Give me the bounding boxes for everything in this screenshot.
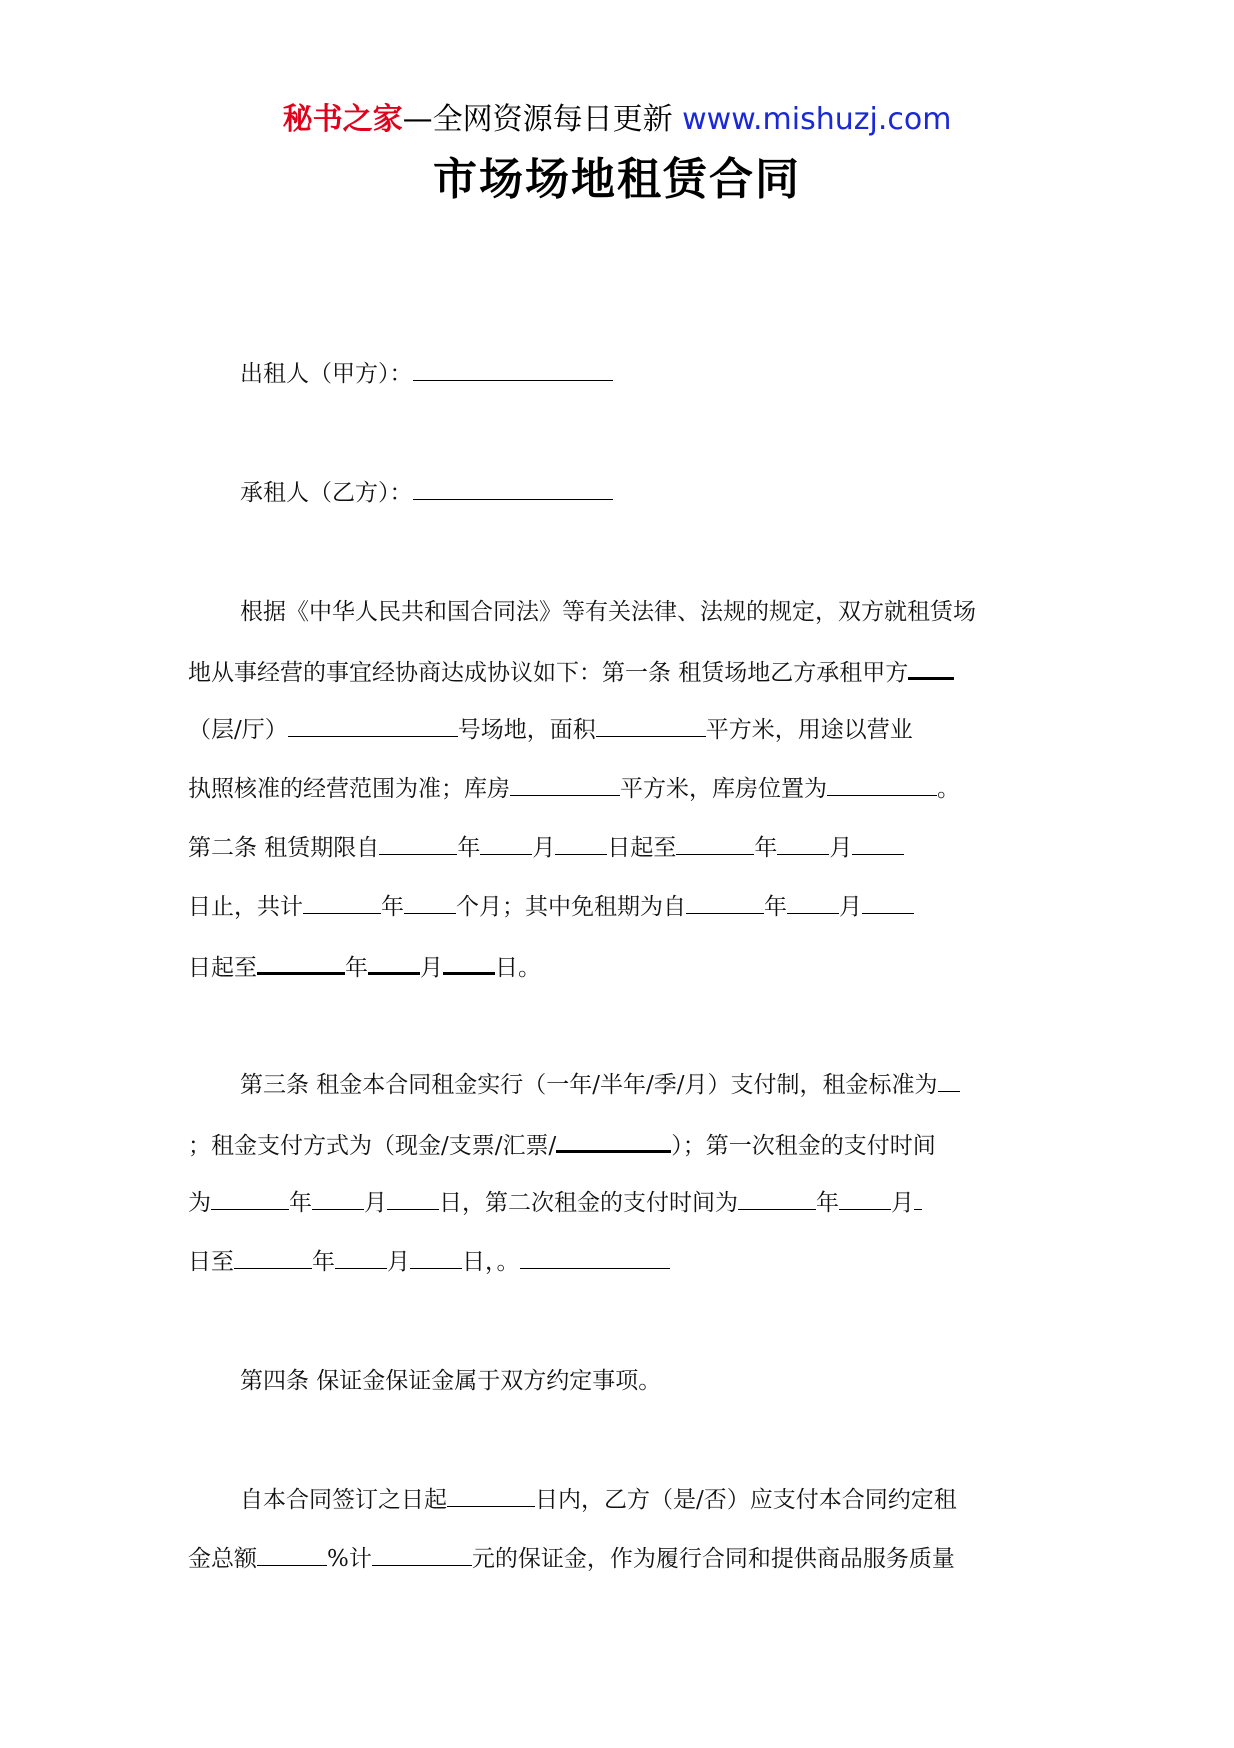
blank-field[interactable]	[288, 716, 458, 737]
blank-field[interactable]	[257, 1545, 327, 1566]
paragraph-line: 金总额 %计 元的保证金，作为履行合同和提供商品服务质量	[188, 1546, 955, 1572]
blank-field[interactable]	[938, 1071, 960, 1092]
paragraph-line: 执照核准的经营范围为准；库房 平方米，库房位置为 。	[188, 776, 960, 802]
blank-field[interactable]	[410, 1248, 462, 1269]
blank-field[interactable]	[372, 1545, 472, 1566]
paragraph-line: 日止，共计 年 个月；其中免租期为自 年 月	[188, 893, 1048, 922]
site-banner	[0, 100, 1234, 140]
blank-field[interactable]	[480, 834, 532, 855]
blank-field[interactable]	[404, 893, 456, 914]
lessor-line: 出租人（甲方）：	[188, 360, 1048, 389]
blank-field[interactable]	[676, 834, 754, 855]
blank-field[interactable]	[596, 716, 706, 737]
blank-field[interactable]	[413, 479, 613, 500]
paragraph-line: 地从事经营的事宜经协商达成协议如下：第一条 租赁场地乙方承租甲方	[188, 657, 1048, 686]
paragraph-line: 根据《中华人民共和国合同法》等有关法律、法规的规定，双方就租赁场	[240, 599, 976, 625]
blank-field[interactable]	[862, 893, 914, 914]
blank-field[interactable]	[787, 893, 839, 914]
blank-field[interactable]	[827, 775, 937, 796]
blank-field[interactable]	[312, 1189, 364, 1210]
contract-body	[188, 360, 1048, 1604]
blank-field[interactable]	[852, 834, 904, 855]
blank-field[interactable]	[443, 952, 495, 975]
document-title: 市场场地租赁合同	[433, 154, 801, 205]
blank-field[interactable]	[738, 1189, 816, 1210]
blank-field[interactable]	[447, 1486, 535, 1507]
blank-field[interactable]	[914, 1189, 922, 1210]
blank-field[interactable]	[211, 1189, 289, 1210]
blank-field[interactable]	[556, 1130, 671, 1153]
paragraph-line: 日至 年 月 日，。	[188, 1248, 1048, 1277]
lessee-line: 承租人（乙方）：	[188, 479, 1048, 508]
blank-field[interactable]	[379, 834, 457, 855]
paragraph-line: （层/厅） 号场地，面积 平方米，用途以营业	[188, 717, 913, 743]
brand-name: 秘书之家	[282, 102, 403, 137]
paragraph-line: 第四条 保证金保证金属于双方约定事项。	[240, 1368, 662, 1394]
blank-field[interactable]	[839, 1189, 891, 1210]
brand-slogan: —全网资源每日更新	[402, 102, 673, 137]
blank-field[interactable]	[908, 657, 954, 680]
paragraph-line: 第二条 租赁期限自 年 月 日起至 年 月	[188, 834, 1048, 863]
blank-field[interactable]	[555, 834, 607, 855]
paragraph-line: 自本合同签订之日起 日内，乙方（是/否）应支付本合同约定租	[240, 1487, 957, 1513]
blank-field[interactable]	[335, 1248, 387, 1269]
blank-field[interactable]	[368, 952, 420, 975]
blank-field[interactable]	[257, 952, 345, 975]
blank-field[interactable]	[387, 1189, 439, 1210]
blank-field[interactable]	[234, 1248, 312, 1269]
site-url[interactable]: www.mishuzj.com	[682, 102, 952, 137]
paragraph-line: 第三条 租金本合同租金实行（一年/半年/季/月）支付制，租金标准为	[188, 1071, 1048, 1100]
paragraph-line: ；租金支付方式为（现金/支票/汇票/ ）；第一次租金的支付时间	[188, 1130, 1048, 1159]
blank-field[interactable]	[777, 834, 829, 855]
blank-field[interactable]	[510, 775, 620, 796]
paragraph-line: 日起至 年 月 日。	[188, 952, 1048, 981]
blank-field[interactable]	[686, 893, 764, 914]
blank-field[interactable]	[520, 1248, 670, 1269]
paragraph-line: 为 年 月 日，第二次租金的支付时间为 年 月	[188, 1189, 1048, 1218]
blank-field[interactable]	[303, 893, 381, 914]
blank-field[interactable]	[413, 360, 613, 381]
